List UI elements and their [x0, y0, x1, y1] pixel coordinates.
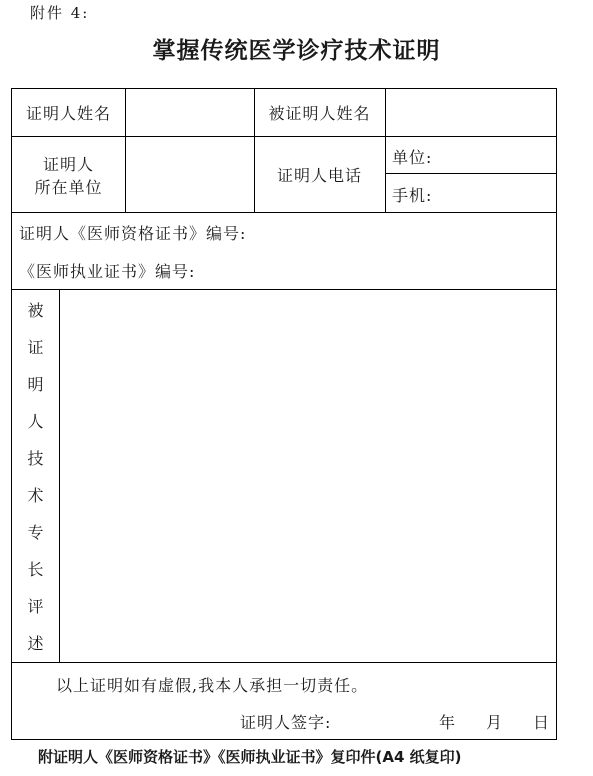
declaration-text: 以上证明如有虚假,我本人承担一切责任。	[56, 676, 369, 695]
row-divider	[385, 173, 556, 174]
footer-note: 附证明人《医师资格证书》《医师执业证书》复印件(A4 纸复印)	[38, 748, 462, 766]
witness-name-label: 证明人姓名	[25, 104, 111, 123]
certificate-form	[11, 88, 557, 740]
subject-name-field[interactable]	[386, 90, 556, 136]
practice-cert-label: 《医师执业证书》编号:	[19, 262, 196, 281]
evaluation-label-char: 被	[27, 301, 44, 320]
signature-label: 证明人签字:	[240, 713, 332, 732]
evaluation-label-char: 专	[27, 523, 44, 542]
day-label: 日	[533, 713, 551, 732]
evaluation-text-area[interactable]	[60, 290, 556, 662]
witness-name-field[interactable]	[126, 90, 254, 136]
witness-unit-label-line2: 所在单位	[34, 178, 103, 197]
year-label: 年	[439, 713, 457, 732]
document-title: 掌握传统医学诊疗技术证明	[152, 38, 441, 64]
evaluation-label	[12, 289, 59, 662]
row-divider	[12, 662, 556, 663]
evaluation-label-char: 述	[27, 634, 44, 653]
evaluation-label-char: 证	[27, 338, 44, 357]
mobile-label: 手机:	[392, 186, 433, 205]
witness-unit-field[interactable]	[126, 137, 254, 212]
attachment-label: 附件 4:	[30, 4, 90, 22]
evaluation-label-char: 明	[27, 375, 44, 394]
month-label: 月	[486, 713, 504, 732]
evaluation-label-char: 术	[27, 486, 44, 505]
witness-unit-label-line1: 证明人	[42, 155, 94, 174]
unit-phone-label: 单位:	[392, 148, 433, 167]
evaluation-label-char: 人	[27, 412, 44, 431]
evaluation-label-char: 评	[27, 597, 44, 616]
row-divider	[12, 212, 556, 213]
witness-phone-label: 证明人电话	[276, 166, 362, 185]
row-divider	[12, 136, 556, 137]
qualification-cert-label: 证明人《医师资格证书》编号:	[19, 224, 247, 243]
evaluation-label-char: 技	[27, 449, 44, 468]
evaluation-label-char: 长	[27, 560, 44, 579]
subject-name-label: 被证明人姓名	[268, 104, 371, 123]
signature-field[interactable]	[348, 705, 428, 731]
